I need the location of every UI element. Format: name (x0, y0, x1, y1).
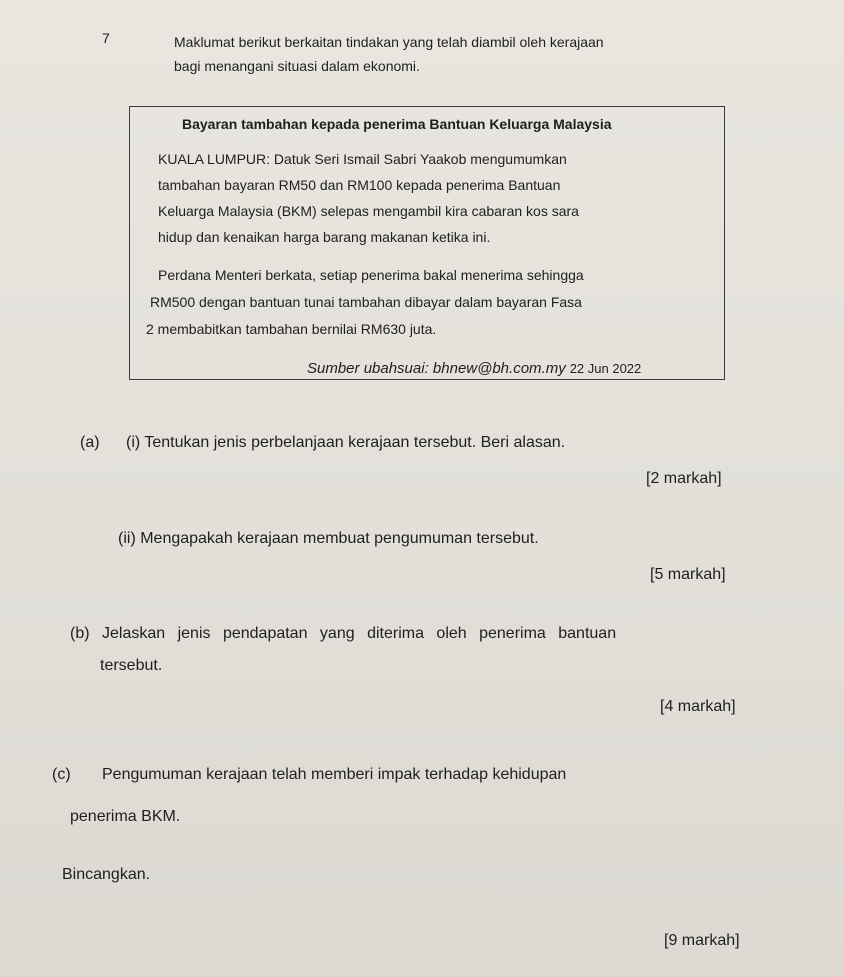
part-b-label: (b) (70, 625, 90, 642)
part-a-ii-text: (ii) Mengapakah kerajaan membuat pengumuman tersebut. (118, 530, 539, 547)
article-source-text: Sumber ubahsuai: bhnew@bh.com.my (307, 360, 566, 377)
part-c-line-1: Pengumuman kerajaan telah memberi impak terhadap kehidupan (102, 766, 567, 783)
article-paragraph2-line-1: Perdana Menteri berkata, setiap penerima bakal menerima sehingga (158, 267, 584, 283)
part-a-i-marks: [2 markah] (646, 470, 722, 487)
intro-line-1: Maklumat berikut berkaitan tindakan yang telah diambil oleh kerajaan (174, 34, 604, 50)
part-b-marks: [4 markah] (660, 698, 736, 715)
article-paragraph1-line-4: hidup dan kenaikan harga barang makanan ketika ini. (158, 229, 491, 245)
article-paragraph1-line-2: tambahan bayaran RM50 dan RM100 kepada penerima Bantuan (158, 177, 561, 193)
article-source-date: 22 Jun 2022 (569, 361, 642, 376)
intro-line-2: bagi menangani situasi dalam ekonomi. (174, 58, 420, 74)
part-c-label: (c) (52, 766, 71, 783)
part-a-ii-marks: [5 markah] (650, 566, 726, 583)
article-paragraph1-line-3: Keluarga Malaysia (BKM) selepas mengambil kira cabaran kos sara (158, 203, 579, 219)
part-b-line-1: Jelaskan jenis pendapatan yang diterima oleh penerima bantuan (102, 625, 617, 642)
part-c-line-3: Bincangkan. (62, 866, 151, 883)
article-paragraph2-line-3: 2 membabitkan tambahan bernilai RM630 juta. (146, 321, 437, 337)
article-source (307, 360, 641, 377)
part-a-label: (a) (80, 434, 100, 451)
part-c-marks: [9 markah] (664, 932, 740, 949)
part-c-line-2: penerima BKM. (70, 808, 181, 825)
article-title: Bayaran tambahan kepada penerima Bantuan Keluarga Malaysia (182, 116, 612, 132)
article-paragraph2-line-2: RM500 dengan bantuan tunai tambahan dibayar dalam bayaran Fasa (150, 294, 582, 310)
question-number: 7 (102, 30, 110, 46)
part-b-line-2: tersebut. (100, 657, 163, 674)
article-paragraph1-line-1: KUALA LUMPUR: Datuk Seri Ismail Sabri Yaakob mengumumkan (158, 151, 567, 167)
part-a-i-text: (i) Tentukan jenis perbelanjaan kerajaan tersebut. Beri alasan. (126, 434, 566, 451)
